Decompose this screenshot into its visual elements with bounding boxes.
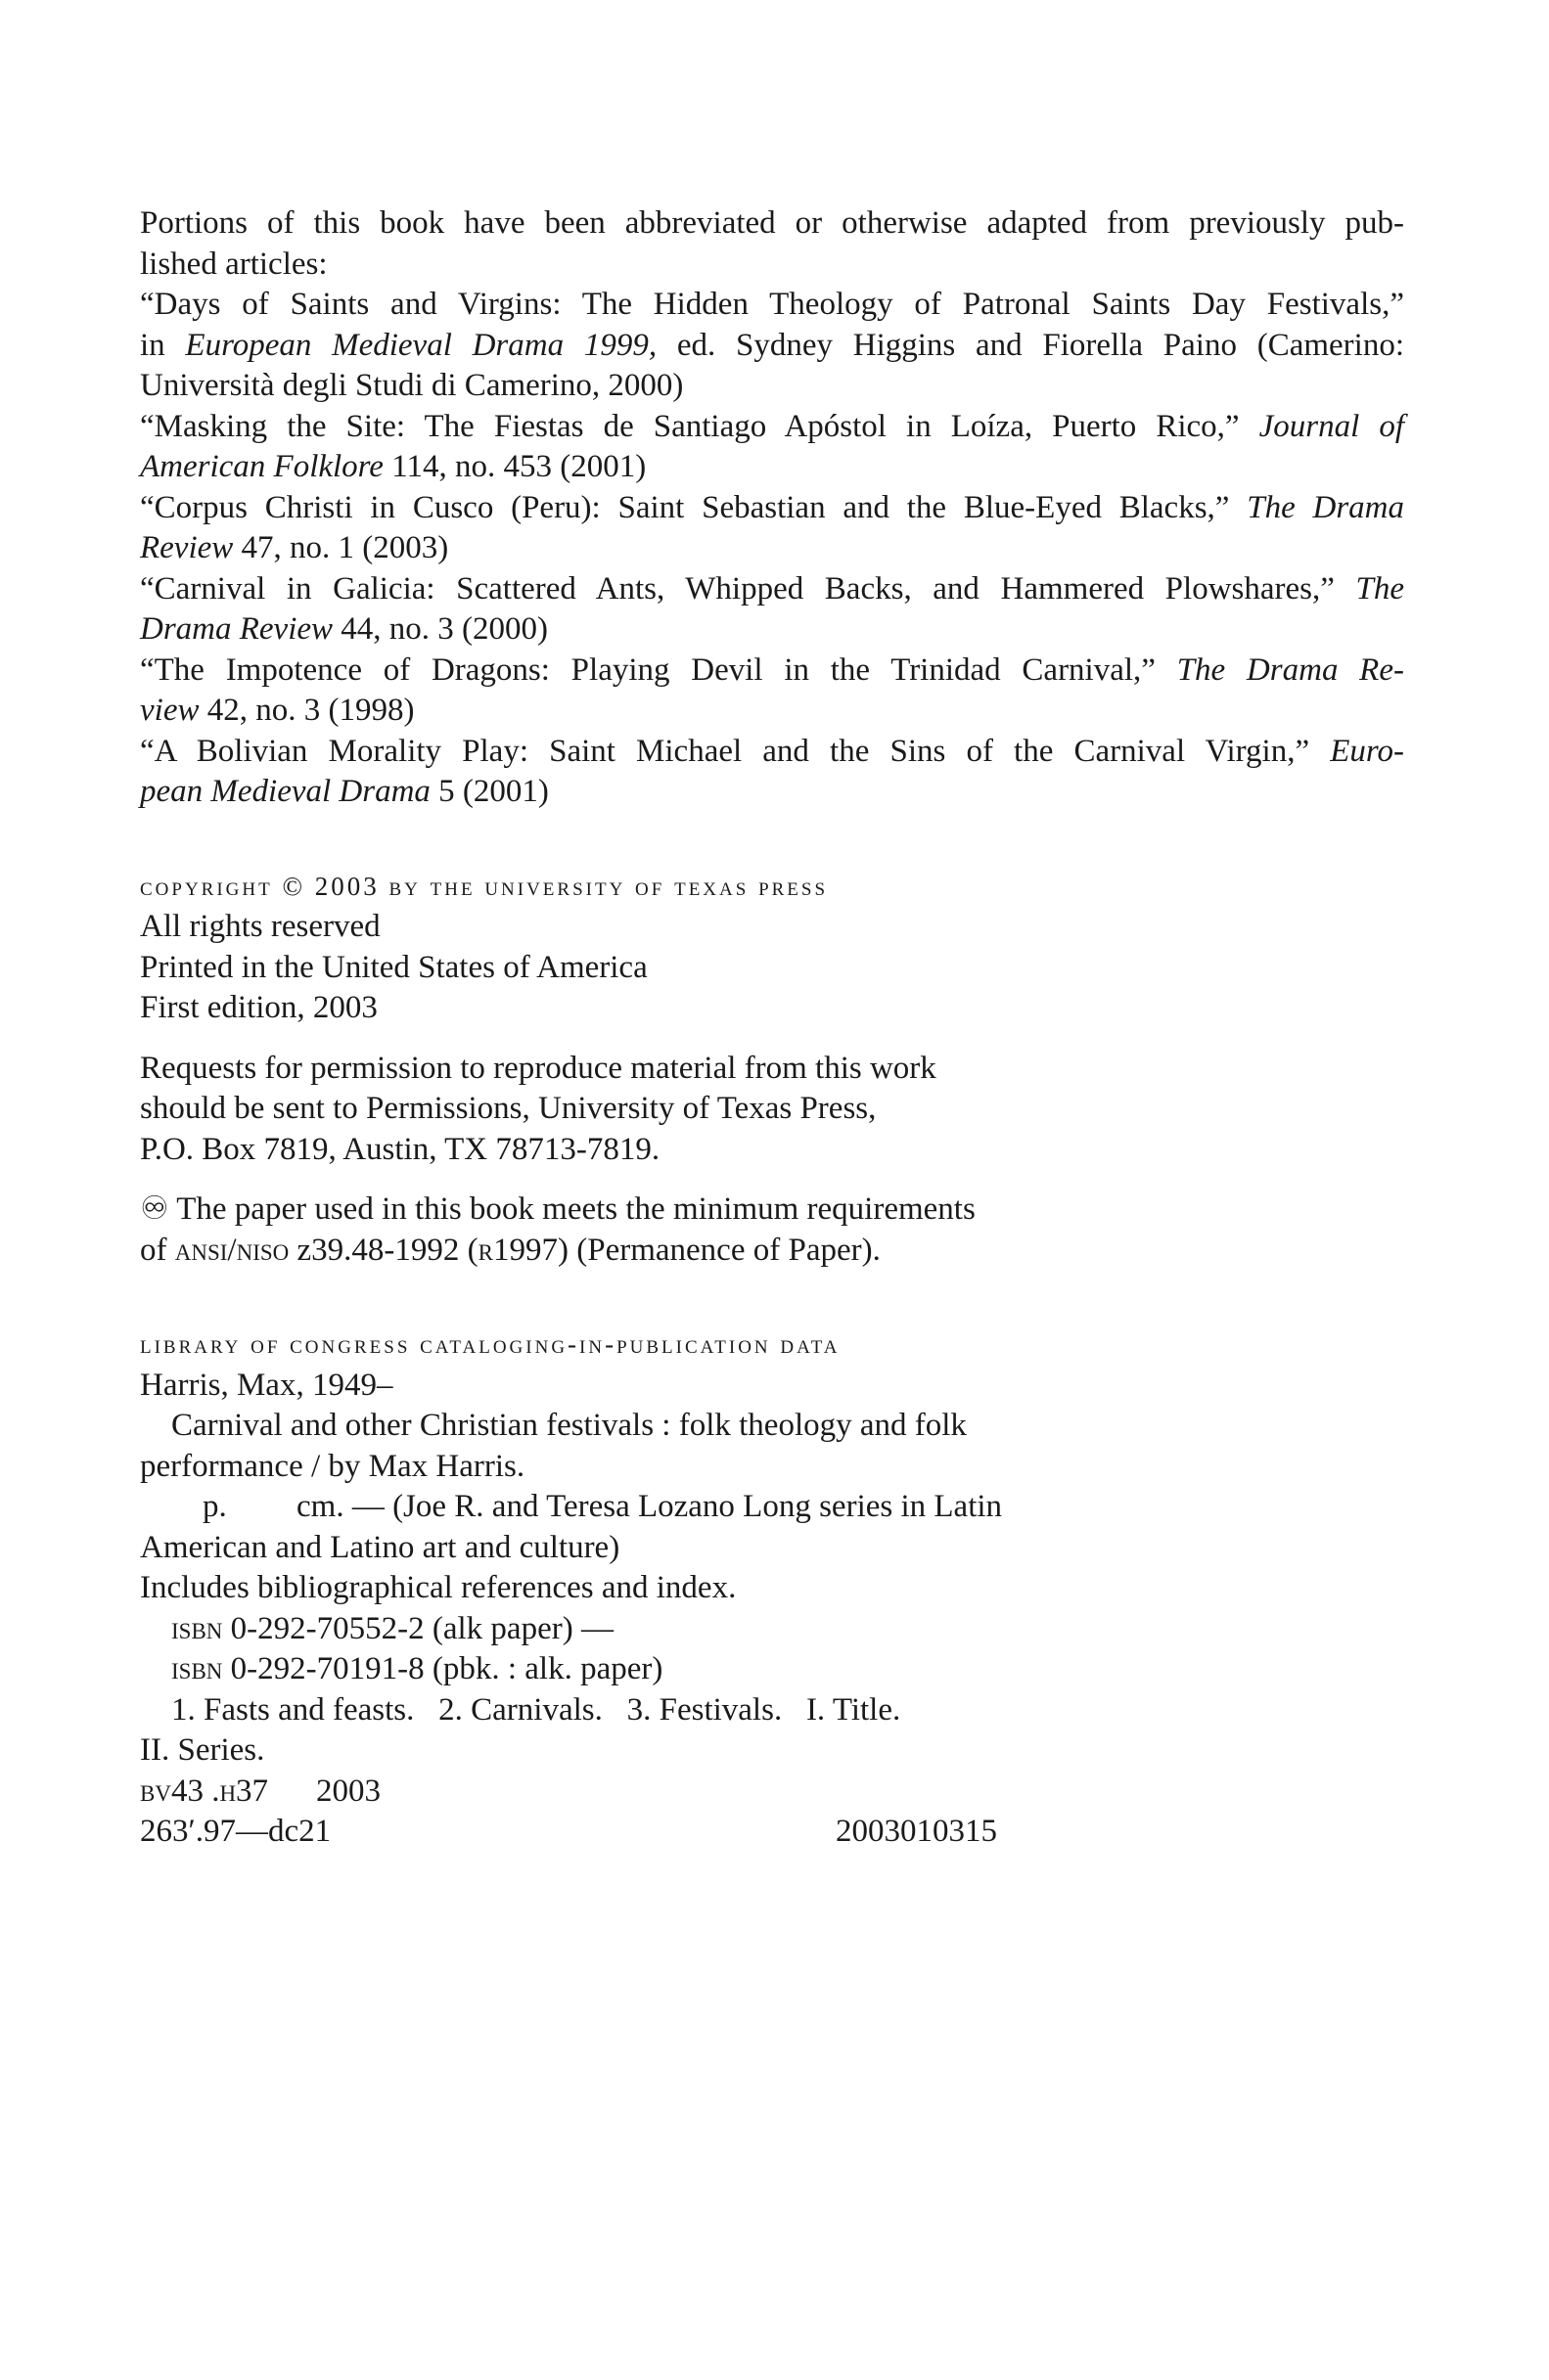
article-1-journal: European Medieval Drama 1999, — [185, 327, 658, 363]
article-3-line-1 — [140, 488, 1404, 529]
article-6-details: 5 (2001) — [430, 774, 549, 809]
paper-line-2 — [140, 1231, 1412, 1272]
copyright-page — [140, 203, 1412, 1853]
cip-heading: library of congress cataloging-in-publication data — [140, 1329, 841, 1359]
article-1-line-1: “Days of Saints and Virgins: The Hidden Theology of Patronal Saints Day Festivals,” — [140, 287, 1404, 322]
spacer — [140, 1170, 1412, 1190]
permissions-line-2: should be sent to Permissions, University of Texas Press, — [140, 1091, 877, 1126]
article-4-journal-a: The — [1355, 570, 1404, 606]
article-4-journal-b: Drama Review — [140, 611, 334, 647]
paper-standard: z39.48-1992 ( — [289, 1232, 478, 1268]
article-4-title: “Carnival in Galicia: Scattered Ants, Whipped Backs, and Hammered Plowshares,” — [140, 570, 1356, 606]
article-5-journal-b: view — [140, 693, 200, 728]
cip-isbn-2 — [140, 1649, 1412, 1690]
isbn-value: 0-292-70552-2 (alk paper) — — [222, 1610, 614, 1646]
ack-intro-line-1: Portions of this book have been abbreviated or otherwise adapted from previously pub- — [140, 205, 1404, 241]
article-1-details: ed. Sydney Higgins and Fiorella Paino (Camerino: — [657, 327, 1404, 363]
isbn-value: 0-292-70191-8 (pbk. : alk. paper) — [222, 1651, 663, 1686]
dewey-number: 263′.97—dc21 — [140, 1814, 332, 1849]
paper-permanence: ) (Permanence of Paper). — [558, 1232, 881, 1268]
article-4-line-2 — [140, 609, 1404, 651]
article-6-line-1 — [140, 732, 1404, 773]
permissions-line-3: P.O. Box 7819, Austin, TX 78713-7819. — [140, 1131, 661, 1167]
article-5-line-1 — [140, 651, 1404, 692]
paper-of: of — [140, 1232, 175, 1268]
article-2-details: 114, no. 453 (2001) — [383, 449, 647, 484]
acknowledgments-block — [140, 203, 1404, 813]
article-5-journal-a: The Drama Re- — [1176, 651, 1404, 688]
article-6-journal-b: pean Medieval Drama — [140, 774, 431, 809]
cip-author: Harris, Max, 1949– — [140, 1367, 393, 1403]
paper-ansi: ansi/niso — [174, 1232, 290, 1268]
article-3-journal-b: Review — [140, 530, 234, 565]
article-4-line-1 — [140, 569, 1404, 610]
permissions-line-1: Requests for permission to reproduce material from this work — [140, 1050, 936, 1086]
cip-isbn-1 — [140, 1609, 1412, 1650]
article-2-journal-a: Journal of — [1258, 408, 1404, 444]
article-6-title: “A Bolivian Morality Play: Saint Michael and the Sins of the Carnival Virgin,” — [140, 733, 1331, 769]
cip-pages: p. — [203, 1489, 227, 1524]
cip-subjects-line-2: II. Series. — [140, 1732, 265, 1768]
article-2-line-2 — [140, 447, 1404, 488]
cip-block — [140, 1325, 1412, 1853]
article-1-text: in — [140, 327, 186, 363]
article-4-details: 44, no. 3 (2000) — [333, 611, 549, 647]
cip-dewey-line — [140, 1812, 1412, 1853]
spacer — [140, 813, 1412, 867]
cip-lc-number — [140, 1772, 1412, 1813]
cip-series-line-2: American and Latino art and culture) — [140, 1529, 620, 1565]
cip-title-line-1: Carnival and other Christian festivals : folk theology and folk — [171, 1408, 967, 1443]
article-2-journal-b: American Folklore — [140, 449, 384, 484]
copyright-block — [140, 867, 1412, 1029]
cip-series: cm. — (Joe R. and Teresa Lozano Long series in Latin — [296, 1489, 1003, 1524]
article-3-details: 47, no. 1 (2003) — [233, 530, 449, 565]
article-6-journal-a: Euro- — [1330, 733, 1404, 769]
cip-subjects-line-1: 1. Fasts and feasts. 2. Carnivals. 3. Festivals. I. Title. — [171, 1691, 901, 1728]
spacer — [140, 1029, 1412, 1049]
lc-year: 2003 — [316, 1773, 381, 1809]
ack-intro-line-2: lished articles: — [140, 246, 328, 282]
cip-series-line-1 — [140, 1487, 1412, 1528]
spacer — [140, 1271, 1412, 1325]
rights-reserved: All rights reserved — [140, 909, 381, 944]
paper-reaffirmed: r1997 — [478, 1232, 558, 1268]
article-5-line-2 — [140, 691, 1404, 732]
paper-line-1: ♾ The paper used in this book meets the minimum requirements — [140, 1191, 976, 1227]
article-5-details: 42, no. 3 (1998) — [199, 693, 415, 728]
article-5-title: “The Impotence of Dragons: Playing Devil in the Trinidad Carnival,” — [140, 651, 1177, 688]
cip-title-line-2: performance / by Max Harris. — [140, 1448, 525, 1484]
cip-bibliography: Includes bibliographical references and index. — [140, 1570, 737, 1605]
article-3-line-2 — [140, 528, 1404, 569]
permissions-block — [140, 1049, 1412, 1171]
article-2-line-1 — [140, 407, 1404, 448]
isbn-label: isbn — [171, 1610, 223, 1646]
printed-in: Printed in the United States of America — [140, 949, 648, 985]
copyright-heading: copyright © 2003 by the university of texas press — [140, 871, 829, 901]
article-1-line-3: Università degli Studi di Camerino, 2000) — [140, 368, 684, 403]
lc-call-number: bv43 .h37 — [140, 1773, 269, 1809]
article-6-line-2 — [140, 772, 1404, 813]
article-2-title: “Masking the Site: The Fiestas de Santiago Apóstol in Loíza, Puerto Rico,” — [140, 408, 1259, 444]
article-1-line-2 — [140, 326, 1404, 367]
lccn: 2003010315 — [836, 1814, 997, 1849]
isbn-label: isbn — [171, 1651, 223, 1686]
article-3-journal-a: The Drama — [1247, 489, 1404, 525]
article-3-title: “Corpus Christi in Cusco (Peru): Saint Sebastian and the Blue-Eyed Blacks,” — [140, 489, 1248, 525]
paper-block — [140, 1190, 1412, 1271]
edition: First edition, 2003 — [140, 990, 378, 1025]
